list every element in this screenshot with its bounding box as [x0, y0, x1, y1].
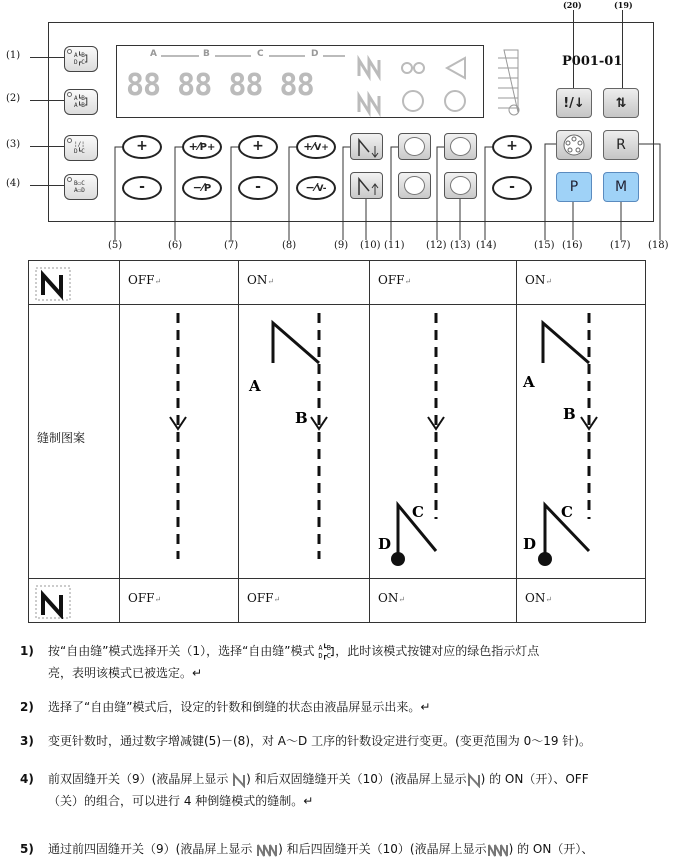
- label-c: C: [412, 503, 424, 521]
- table-cell: OFF↵: [239, 579, 370, 623]
- instruction-2: 2) 选择了“自由缝”模式后，设定的针数和倒缝的状态由液晶屏显示出来。↵: [20, 700, 431, 714]
- table-cell: ON↵: [239, 261, 370, 305]
- callout-15: (15): [534, 240, 555, 251]
- table-row: [29, 261, 646, 305]
- label-a: A: [523, 373, 535, 391]
- m-key[interactable]: M: [603, 172, 639, 202]
- presser-foot-key[interactable]: [444, 133, 477, 160]
- callout-7: (7): [224, 240, 239, 251]
- label-b: B: [295, 409, 308, 427]
- instruction-1: 1) 按“自由缝”模式选择开关（1），选择“自由缝”模式 A┗B┓ D┏C┛，此时该模式按键对应的绿色指示灯点 亮，表明该模式已被选定。↵: [20, 643, 540, 680]
- lcd-letter-a: A: [150, 49, 157, 59]
- callout-16: (16): [562, 240, 583, 251]
- callout-20: (20): [563, 0, 582, 10]
- lcd-letter-d: D: [311, 49, 319, 59]
- callout-3: (3): [6, 139, 21, 150]
- callout-18: (18): [648, 240, 669, 251]
- front-backtack-icon: [29, 261, 120, 305]
- table-cell: OFF↵: [120, 579, 239, 623]
- pattern-off-on: [370, 305, 517, 579]
- pattern-off-off: [120, 305, 239, 579]
- row-label-sewing-pattern: 缝制图案: [29, 305, 120, 579]
- mode-key-2[interactable]: A┗B┓ A┗B┛: [64, 89, 98, 115]
- rear-quad-backtack-icon: [487, 842, 509, 858]
- callout-17: (17): [610, 240, 631, 251]
- table-cell: ON↵: [517, 579, 646, 623]
- callout-13: (13): [450, 240, 471, 251]
- program-code: P001-01: [562, 54, 623, 69]
- dial-key[interactable]: [556, 130, 592, 160]
- label-d: D: [523, 535, 537, 553]
- minus-a-button[interactable]: -: [122, 176, 162, 200]
- key-20[interactable]: !/↓: [556, 88, 592, 118]
- callout-4: (4): [6, 178, 21, 189]
- callout-11: (11): [384, 240, 405, 251]
- callout-10: (10): [360, 240, 381, 251]
- plus-c-button[interactable]: +: [238, 135, 278, 159]
- pattern-on-off: [239, 305, 370, 579]
- thread-trim-key-2[interactable]: [398, 172, 431, 199]
- callout-2: (2): [6, 93, 21, 104]
- backtack-pattern-table: [28, 260, 646, 623]
- p-minus-button[interactable]: −⁄P: [182, 176, 222, 200]
- front-backtack-key[interactable]: [350, 133, 383, 160]
- p-key[interactable]: P: [556, 172, 592, 202]
- mode-key-4[interactable]: B▭C A▭D: [64, 174, 98, 200]
- callout-19: (19): [614, 0, 633, 10]
- instruction-5: 5) 通过前四固缝开关（9）(液晶屏上显示 ) 和后四固缝开关（10）(液晶屏上显示 ) 的 ON（开）、: [20, 842, 594, 856]
- label-a: A: [249, 377, 261, 395]
- p-plus-button[interactable]: +⁄P+: [182, 135, 222, 159]
- table-cell: ON↵: [370, 579, 517, 623]
- callout-5: (5): [108, 240, 123, 251]
- table-row: [29, 305, 646, 579]
- rear-double-backtack-icon: [467, 772, 481, 788]
- free-sewing-mode-key[interactable]: A┗B┓ D┏C┛: [64, 46, 98, 72]
- mode-key-3[interactable]: ¦/¦ D┗C: [64, 135, 98, 161]
- lcd-digits: 88 88 88 88: [126, 68, 314, 103]
- rear-backtack-icon: [29, 579, 120, 623]
- front-quad-backtack-icon: [256, 842, 278, 858]
- plus-right-button[interactable]: +: [492, 135, 532, 159]
- table-cell: OFF↵: [370, 261, 517, 305]
- v-plus-button[interactable]: +⁄V+: [296, 135, 336, 159]
- table-cell: OFF↵: [120, 261, 239, 305]
- instruction-4: 4) 前双固缝开关（9）(液晶屏上显示 ) 和后双固缝缝开关（10）(液晶屏上显示 ) 的 ON（开）、OFF （关）的组合，可以进行 4 种倒缝模式的缝制。↵: [20, 772, 589, 808]
- instruction-3: 3) 变更针数时，通过数字增减键(5)－(8)，对 A～D 工序的针数设定进行变更。(变更范围为 0～19 针)。: [20, 734, 591, 748]
- callout-8: (8): [282, 240, 297, 251]
- minus-right-button[interactable]: -: [492, 176, 532, 200]
- rear-backtack-key[interactable]: [350, 172, 383, 199]
- v-minus-button[interactable]: −⁄V-: [296, 176, 336, 200]
- lcd-letter-b: B: [203, 49, 210, 59]
- thread-trim-key[interactable]: [398, 133, 431, 160]
- callout-6: (6): [168, 240, 183, 251]
- needle-stop-key[interactable]: [444, 172, 477, 199]
- r-key[interactable]: R: [603, 130, 639, 160]
- free-sewing-mode-icon: A┗B┓ D┏C┛: [318, 643, 336, 660]
- table-row: [29, 579, 646, 623]
- table-cell: ON↵: [517, 261, 646, 305]
- label-c: C: [561, 503, 573, 521]
- callout-12: (12): [426, 240, 447, 251]
- label-b: B: [563, 405, 576, 423]
- callout-9: (9): [334, 240, 349, 251]
- control-panel-diagram: [0, 0, 679, 262]
- front-double-backtack-icon: [232, 772, 246, 788]
- plus-a-button[interactable]: +: [122, 135, 162, 159]
- minus-c-button[interactable]: -: [238, 176, 278, 200]
- callout-1: (1): [6, 50, 21, 61]
- label-d: D: [378, 535, 392, 553]
- callout-14: (14): [476, 240, 497, 251]
- pattern-on-on: [517, 305, 646, 579]
- stitch-count-gauge: [488, 46, 528, 120]
- lcd-letter-c: C: [257, 49, 264, 59]
- key-19[interactable]: ⇅: [603, 88, 639, 118]
